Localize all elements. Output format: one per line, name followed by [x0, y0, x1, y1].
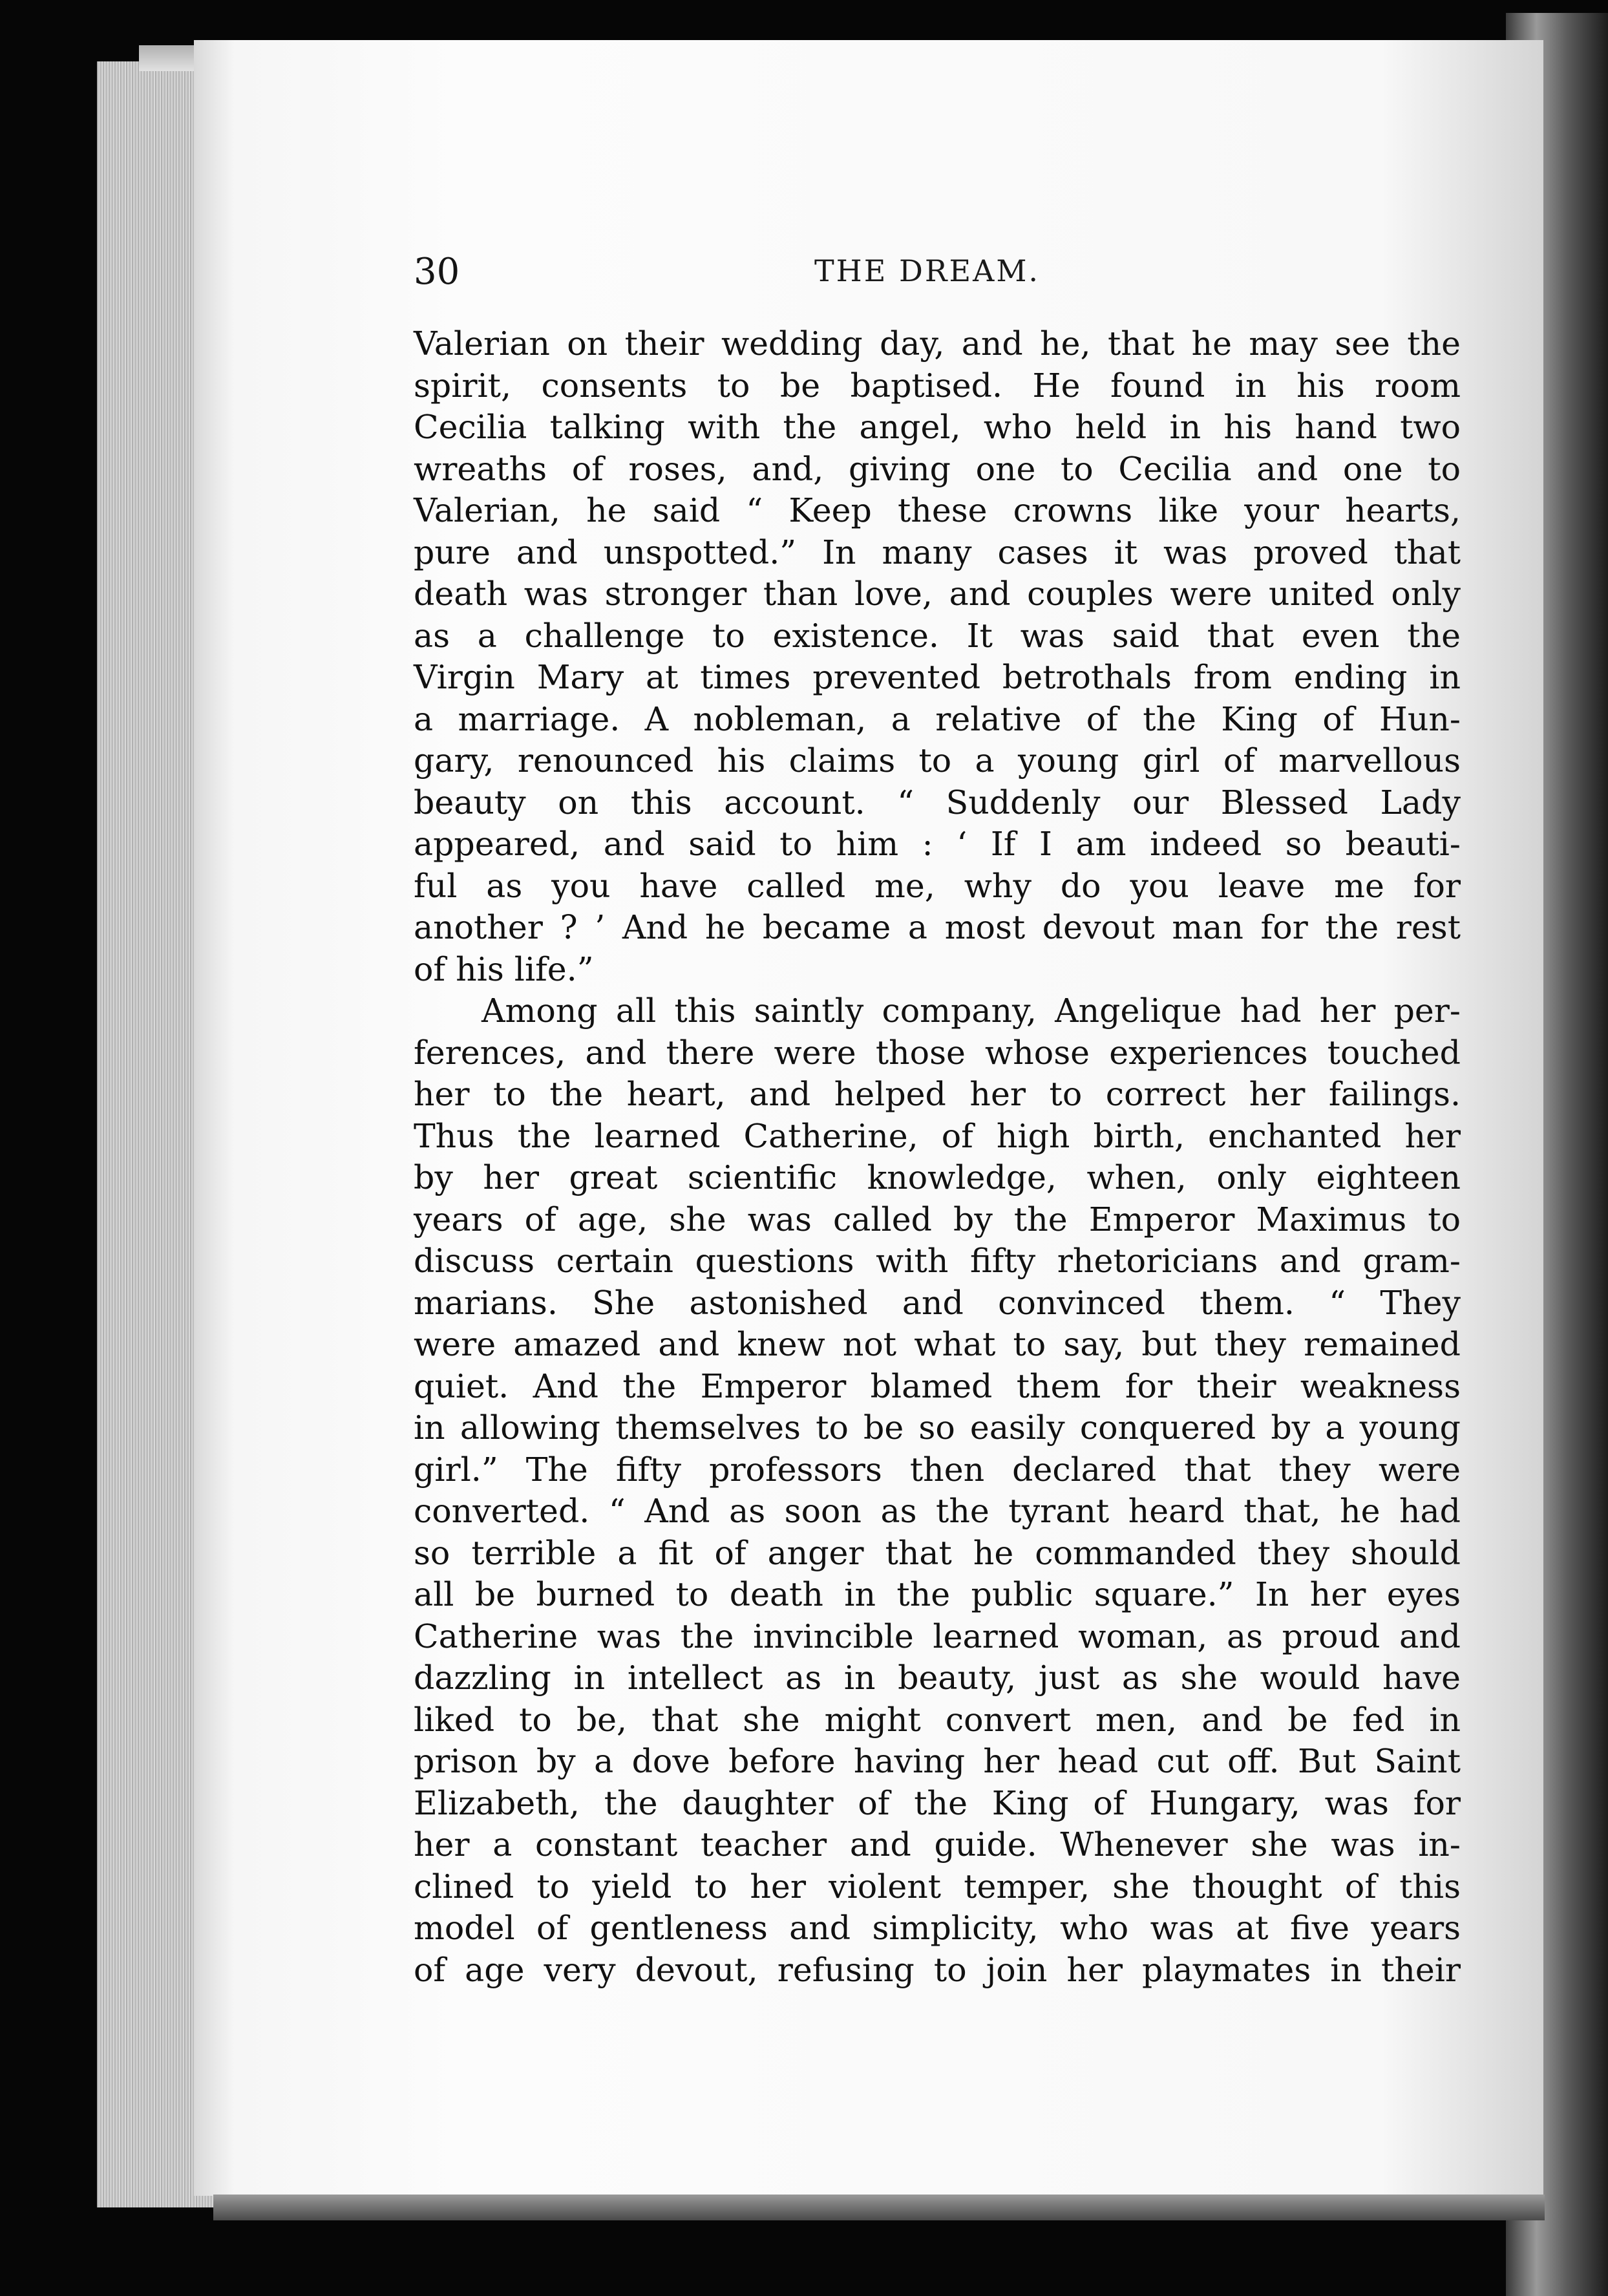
text-line: another ? ’ And he became a most devout man for the rest: [414, 908, 1461, 946]
text-line: her to the heart, and helped her to correct her failings.: [414, 1075, 1461, 1113]
text-line: in allowing themselves to be so easily conquered by a young: [414, 1408, 1461, 1447]
text-line: gary, renounced his claims to a young girl of marvellous: [414, 741, 1461, 780]
text-line: quiet. And the Emperor blamed them for their weakness: [414, 1366, 1461, 1405]
text-line: as a challenge to existence. It was said that even the: [414, 616, 1461, 655]
text-line: of age very devout, refusing to join her playmates in their: [414, 1950, 1461, 1989]
text-line: ferences, and there were those whose experiences touched: [414, 1033, 1461, 1072]
page-number: 30: [414, 251, 460, 293]
text-line: appeared, and said to him : ‘ If I am indeed so beauti-: [414, 825, 1461, 863]
text-line: of his life.”: [414, 950, 594, 988]
text-line: her a constant teacher and guide. Whenever she was in-: [414, 1825, 1461, 1864]
text-line: Thus the learned Catherine, of high birth, enchanted her: [414, 1116, 1461, 1155]
page-header: [414, 251, 1461, 309]
text-line: Among all this saintly company, Angelique had her per-: [481, 992, 1461, 1030]
text-line: Valerian on their wedding day, and he, that he may see the: [414, 324, 1461, 363]
text-line: dazzling in intellect as in beauty, just as she would have: [414, 1659, 1461, 1697]
text-line: prison by a dove before having her head cut off. But Saint: [414, 1742, 1461, 1780]
text-line: pure and unspotted.” In many cases it was proved that: [414, 533, 1461, 571]
text-line: converted. “ And as soon as the tyrant heard that, he had: [414, 1492, 1461, 1530]
text-line: girl.” The fifty professors then declared that they were: [414, 1450, 1461, 1489]
text-line: spirit, consents to be baptised. He found in his room: [414, 366, 1461, 405]
text-line: so terrible a fit of anger that he commanded they should: [414, 1533, 1461, 1572]
text-line: Valerian, he said “ Keep these crowns like your hearts,: [414, 491, 1461, 529]
text-line: were amazed and knew not what to say, but they remained: [414, 1325, 1461, 1363]
text-line: years of age, she was called by the Emperor Maximus to: [414, 1200, 1461, 1238]
body-text: [414, 323, 1461, 1991]
text-line: by her great scientific knowledge, when, only eighteen: [414, 1158, 1461, 1196]
text-line: wreaths of roses, and, giving one to Cecilia and one to: [414, 449, 1461, 488]
text-line: discuss certain questions with fifty rhetoricians and gram-: [414, 1242, 1461, 1280]
text-line: a marriage. A nobleman, a relative of the King of Hun-: [414, 699, 1461, 738]
text-line: clined to yield to her violent temper, she thought of this: [414, 1867, 1461, 1906]
text-line: all be burned to death in the public square.” In her eyes: [414, 1575, 1461, 1613]
text-line: marians. She astonished and convinced them. “ They: [414, 1283, 1461, 1322]
text-line: death was stronger than love, and couples were united only: [414, 575, 1461, 613]
text-line: liked to be, that she might convert men, and be fed in: [414, 1700, 1461, 1739]
paragraph-1: [414, 323, 1461, 990]
text-line: beauty on this account. “ Suddenly our Blessed Lady: [414, 783, 1461, 822]
paragraph-2: [414, 990, 1461, 1991]
page-bottom-shadow: [213, 2195, 1545, 2220]
text-line: Cecilia talking with the angel, who held in his hand two: [414, 408, 1461, 446]
text-line: Virgin Mary at times prevented betrothals from ending in: [414, 658, 1461, 696]
text-line: model of gentleness and simplicity, who was at five years: [414, 1909, 1461, 1947]
text-line: ful as you have called me, why do you leave me for: [414, 866, 1461, 905]
running-title: THE DREAM.: [814, 253, 1041, 288]
text-line: Elizabeth, the daughter of the King of Hungary, was for: [414, 1783, 1461, 1822]
text-line: Catherine was the invincible learned woman, as proud and: [414, 1617, 1461, 1655]
